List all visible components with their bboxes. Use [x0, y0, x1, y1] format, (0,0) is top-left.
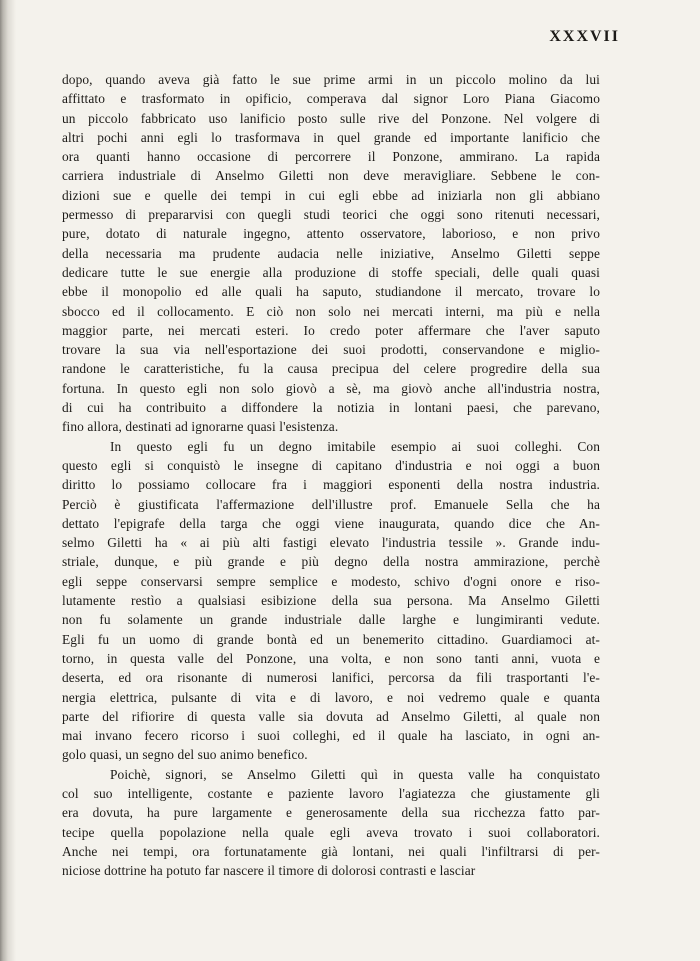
- text-line: nergia elettrica, pulsante di vita e di lavoro, e noi vedremo quale e quanta: [62, 689, 600, 705]
- page-number: XXXVII: [549, 28, 620, 45]
- text-line: carriera industriale di Anselmo Giletti non deve meravigliare. Sebbene le con-: [62, 168, 600, 184]
- text-line: era dovuta, ha pure largamente e generosamente della sua ricchezza fatto par-: [62, 805, 600, 821]
- text-body: [62, 70, 600, 880]
- text-line: pure, dotato di naturale ingegno, attento osservatore, laborioso, e non privo: [62, 226, 600, 242]
- text-line: non fu solamente un grande industriale dalle larghe e lungimiranti vedute.: [62, 612, 600, 628]
- text-line: mai invano fecero ricorso i suoi colleghi, ed il quale ha lasciato, in ogni an-: [62, 728, 600, 744]
- text-line: striale, dunque, e più grande e più degno della nostra ammirazione, perchè: [62, 554, 600, 570]
- text-line: di cui ha contribuito a diffondere la notizia in lontani paesi, che parevano,: [62, 400, 600, 416]
- text-line: dopo, quando aveva già fatto le sue prime armi in un piccolo molino da lui: [62, 72, 600, 87]
- text-line: della necessaria ma prudente audacia nelle iniziative, Anselmo Giletti seppe: [62, 245, 600, 261]
- text-line: parte del rifiorire di questa valle sia dovuta ad Anselmo Giletti, al quale non: [62, 708, 600, 724]
- text-line: Anche nei tempi, ora fortunatamente già lontani, nei quali l'infiltrarsi di per-: [62, 843, 600, 859]
- text-line: dettato l'epigrafe della targa che oggi viene inaugurata, quando dice che An-: [62, 515, 600, 531]
- text-line: un piccolo fabbricato uso lanificio posto sulle rive del Ponzone. Nel volgere di: [62, 110, 600, 126]
- text-line: Perciò è giustificata l'affermazione dell'illustre prof. Emanuele Sella che ha: [62, 496, 600, 512]
- paragraph: [62, 437, 600, 765]
- paragraph: [62, 70, 600, 437]
- text-line: sbocco ed il collocamento. E ciò non solo nei mercati interni, ma più e nella: [62, 303, 600, 319]
- text-line: deserta, ed ora risonante di numerosi lanifici, percorsa da fili trasportanti l'e-: [62, 670, 600, 686]
- text-line: selmo Giletti ha « ai più alti fastigi elevato l'industria tessile ». Grande indu-: [62, 535, 600, 551]
- text-line: randone le caratteristiche, fu la causa precipua del celere progredire della sua: [62, 361, 600, 377]
- text-line: dedicare tutte le sue energie alla produzione di stoffe speciali, delle quali quasi: [62, 264, 600, 280]
- text-line: ora quanti hanno occasione di percorrere il Ponzone, ammirano. La rapida: [62, 149, 600, 165]
- text-line: diritto lo possiamo collocare fra i maggiori esponenti della nostra industria.: [62, 477, 600, 493]
- text-line: altri pochi anni egli lo trasformava in quel grande ed importante lanificio che: [62, 129, 600, 145]
- text-line: permesso di prepararvisi con quegli studi teorici che oggi sono ritenuti necessari,: [62, 207, 600, 223]
- text-line: affittato e trasformato in opificio, comperava dal signor Loro Piana Giacomo: [62, 91, 600, 107]
- text-line: golo quasi, un segno del suo animo benefico.: [62, 747, 308, 763]
- text-line: ebbe il monopolio ed alle quali ha saputo, studiandone il mercato, trovare lo: [62, 284, 600, 300]
- text-line: lutamente restìo a qualsiasi esibizione della sua persona. Ma Anselmo Giletti: [62, 593, 600, 609]
- text-line: col suo intelligente, costante e paziente lavoro l'agiatezza che giustamente gli: [62, 785, 600, 801]
- text-line: trovare la sua via nell'esportazione dei suoi prodotti, conservandone e miglio-: [62, 342, 600, 358]
- text-line: egli seppe conservarsi sempre semplice e modesto, schivo d'ogni onore e riso-: [62, 573, 600, 589]
- text-line: torno, in questa valle del Ponzone, una volta, e non sono tanti anni, vuota e: [62, 650, 600, 666]
- text-line: questo egli si conquistò le insegne di capitano d'industria e noi oggi a buon: [62, 457, 600, 473]
- text-line: fortuna. In questo egli non solo giovò a sè, ma giovò anche all'industria nostra,: [62, 380, 600, 396]
- text-line: In questo egli fu un degno imitabile esempio ai suoi colleghi. Con: [110, 438, 600, 454]
- text-line: fino allora, destinati ad ignorarne quasi l'esistenza.: [62, 419, 339, 435]
- text-line: Egli fu un uomo di grande bontà ed un benemerito cittadino. Guardiamoci at-: [62, 631, 600, 647]
- text-line: dizioni sue e quelle dei tempi in cui egli ebbe ad iniziarla non gli abbiano: [62, 187, 600, 203]
- text-line: niciose dottrine ha potuto far nascere il timore di dolorosi contrasti e lasciar: [62, 863, 476, 879]
- text-line: Poichè, signori, se Anselmo Giletti quì in questa valle ha conquistato: [110, 766, 600, 782]
- page-gutter-shadow: [0, 0, 16, 961]
- text-line: tecipe quella popolazione nella quale egli aveva trovato i suoi collaboratori.: [62, 824, 600, 840]
- text-line: maggior parte, nei mercati esteri. Io credo poter affermare che l'aver saputo: [62, 322, 600, 338]
- paragraph: [62, 765, 600, 881]
